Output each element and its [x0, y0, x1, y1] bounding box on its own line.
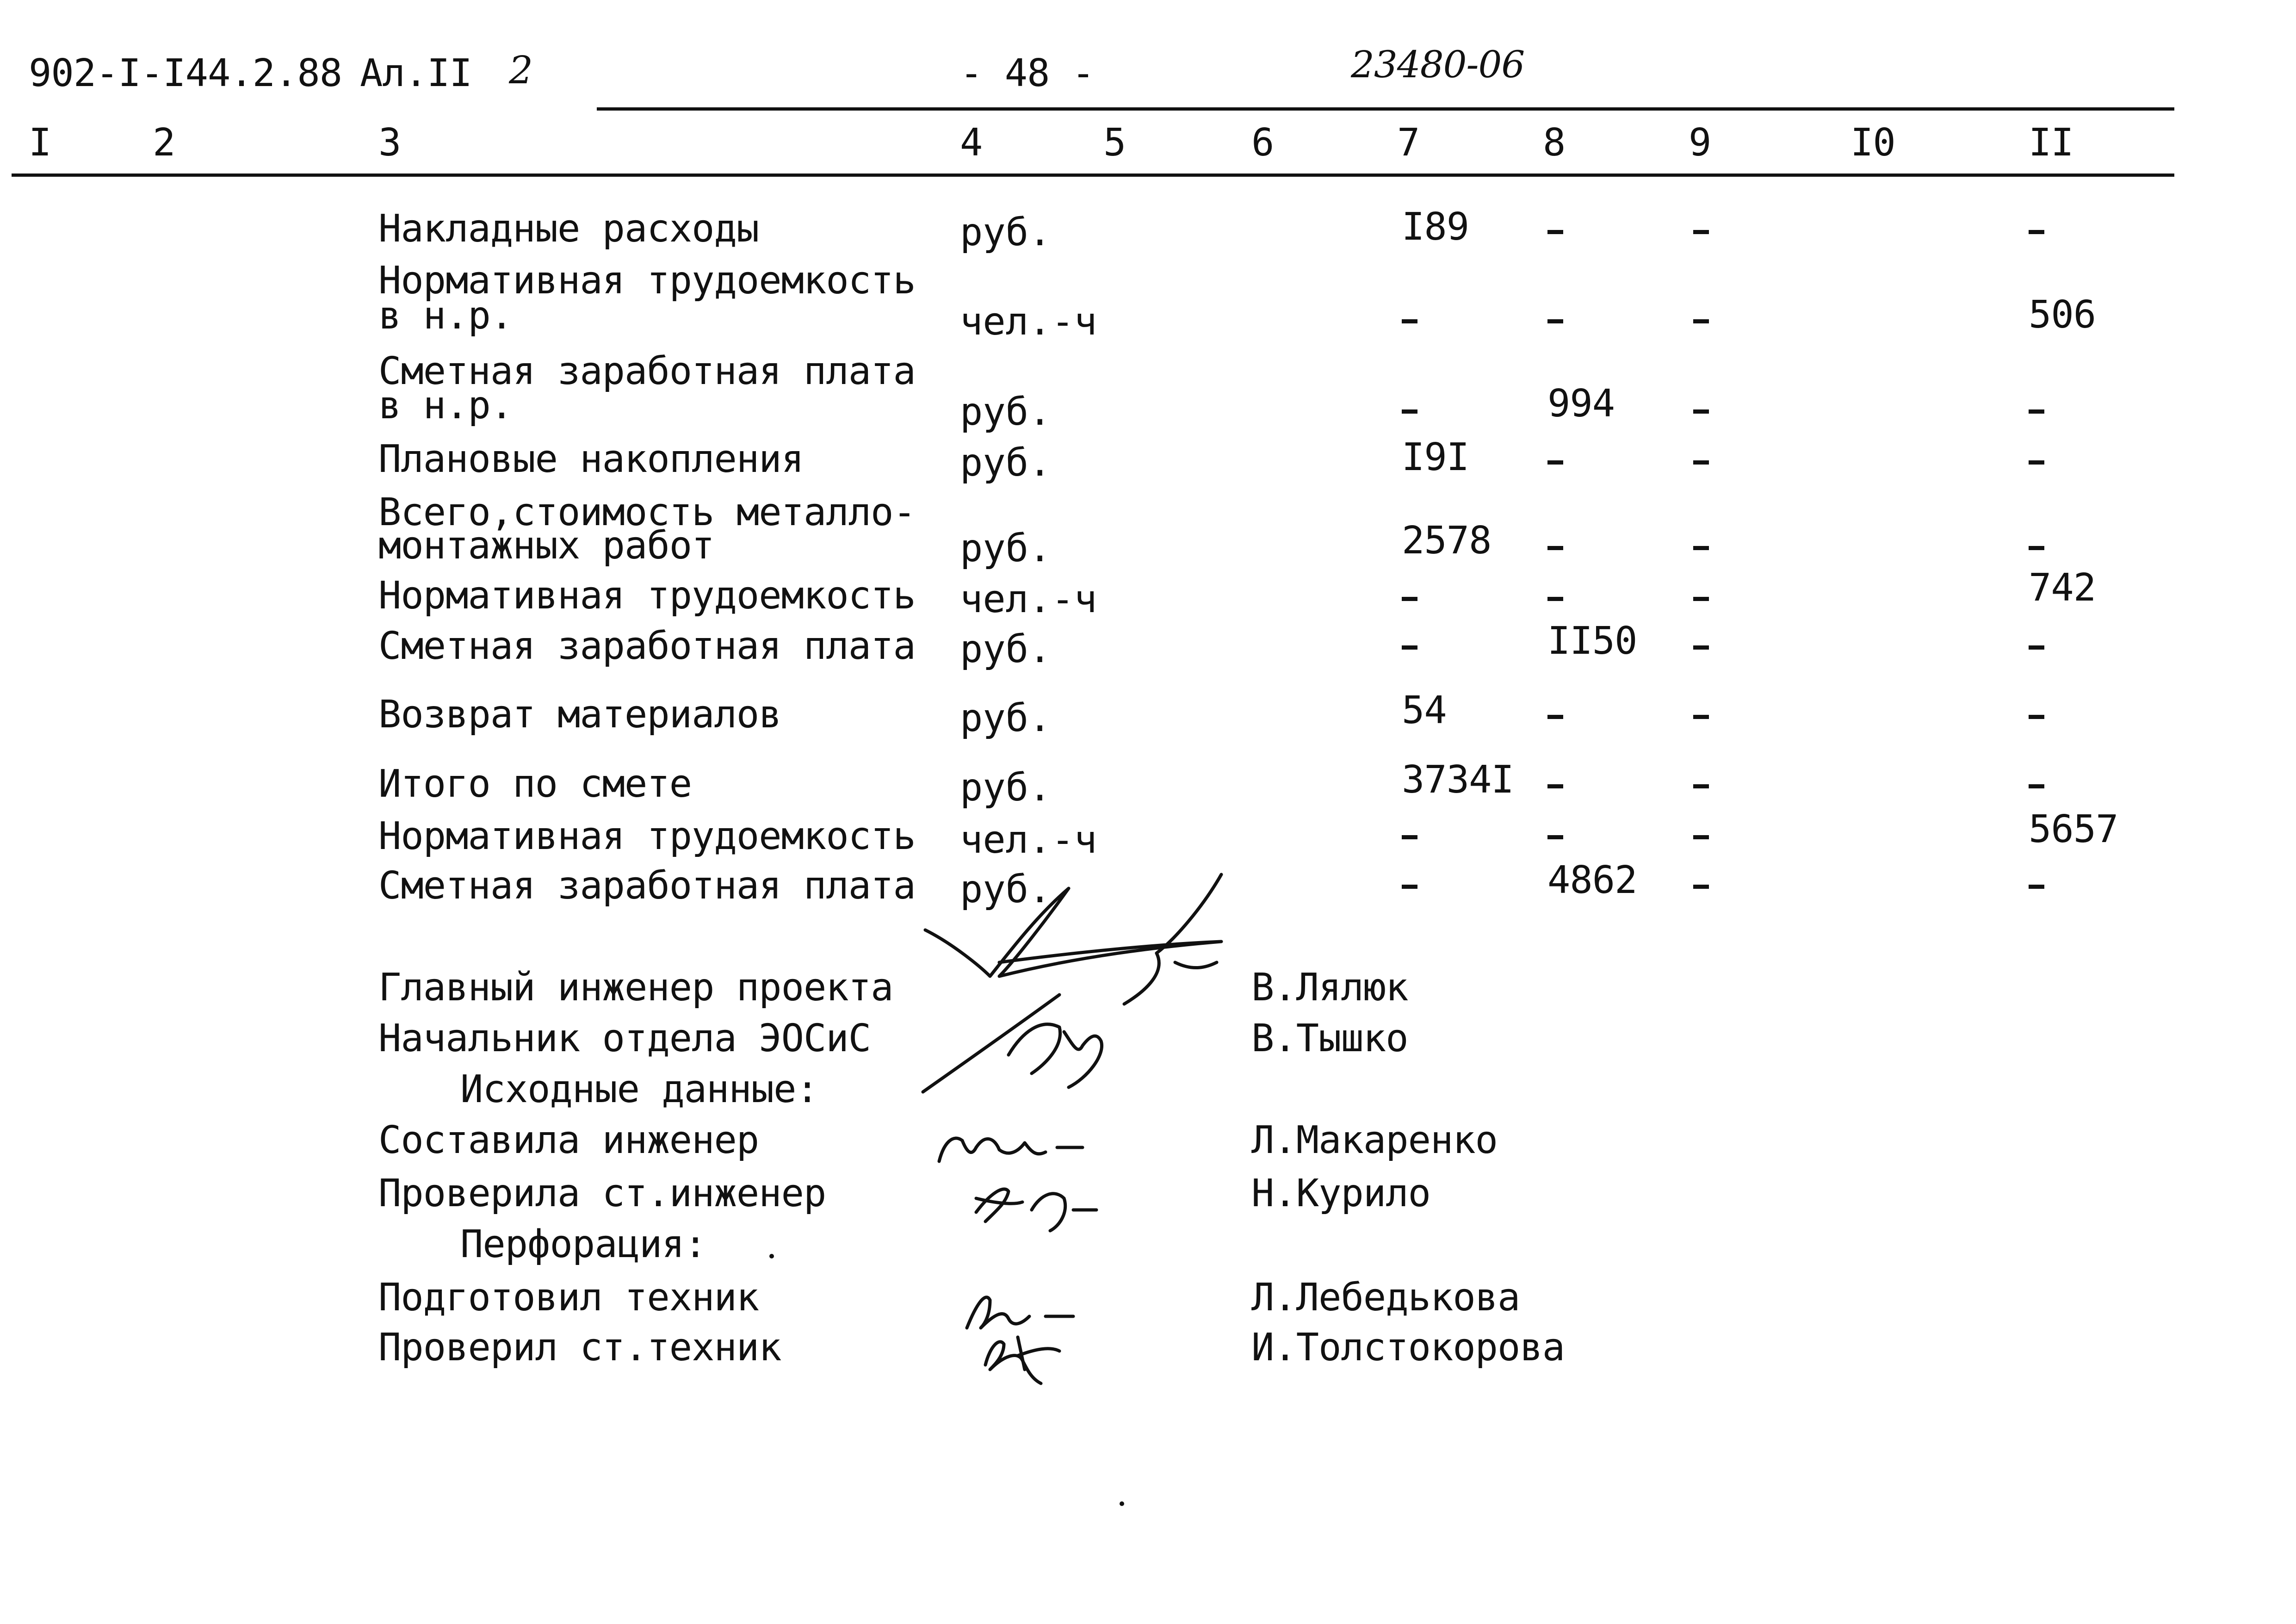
row-unit: руб.: [960, 696, 1052, 740]
row-col11: 506: [2029, 293, 2096, 337]
col-header-5: 5: [1103, 121, 1126, 165]
row-label: Нормативная трудоемкость: [378, 574, 916, 618]
row-label: Нормативная трудоемкость: [378, 814, 916, 858]
col-header-1: I: [29, 121, 51, 165]
checked-name: Н.Курило: [1251, 1172, 1430, 1215]
col-header-8: 8: [1543, 121, 1566, 165]
row-label-line1: Сметная заработная плата: [378, 349, 916, 393]
row-col11: 5657: [2029, 807, 2118, 851]
row-col8: 994: [1547, 382, 1615, 426]
row-unit: чел.-ч: [960, 300, 1097, 344]
row-unit: руб.: [960, 441, 1052, 485]
row-label-line1: Всего,стоимость металло-: [378, 490, 916, 534]
chief-engineer-title: Главный инженер проекта: [378, 966, 893, 1010]
col-header-10: I0: [1850, 121, 1895, 165]
checked-tech-signature: [985, 1337, 1059, 1383]
checked-signature: [976, 1189, 1096, 1231]
row-unit: руб.: [960, 527, 1052, 570]
col-header-3: 3: [378, 121, 401, 165]
row-label-line2: в н.р.: [378, 294, 513, 338]
department-head-title: Начальник отдела ЭОСиС: [378, 1017, 871, 1060]
row-unit: чел.-ч: [960, 818, 1097, 862]
perforation-heading: Перфорация:: [460, 1222, 707, 1266]
page-number: - 48 -: [960, 51, 1095, 95]
row-col8: 4862: [1547, 858, 1637, 902]
row-label-line1: Нормативная трудоемкость: [378, 259, 916, 303]
department-head-signature: [923, 995, 1102, 1092]
doc-code: 902-I-I44.2.88: [29, 51, 342, 95]
checked-tech-title: Проверил ст.техник: [378, 1326, 781, 1370]
col-header-7: 7: [1397, 121, 1420, 165]
checked-title: Проверила ст.инженер: [378, 1172, 826, 1215]
row-unit: руб.: [960, 627, 1052, 671]
row-col7: I9I: [1402, 435, 1469, 479]
department-head-name: В.Тышко: [1251, 1017, 1408, 1060]
row-label: Сметная заработная плата: [378, 864, 916, 908]
row-label: Плановые накопления: [378, 437, 804, 481]
compiled-title: Составила инженер: [378, 1118, 759, 1162]
sheet-number: 2: [509, 49, 533, 93]
row-unit: руб.: [960, 868, 1052, 911]
row-unit: руб.: [960, 211, 1052, 254]
scan-speck: [1120, 1501, 1124, 1506]
col-header-9: 9: [1689, 121, 1711, 165]
row-unit: руб.: [960, 390, 1052, 434]
row-unit: руб.: [960, 766, 1052, 810]
col-header-11: II: [2029, 121, 2073, 165]
chief-engineer-signature: [925, 874, 1221, 1004]
scan-speck: [769, 1254, 774, 1258]
row-col7: 3734I: [1402, 758, 1514, 802]
compiled-name: Л.Макаренко: [1251, 1118, 1498, 1162]
source-data-heading: Исходные данные:: [460, 1067, 818, 1111]
row-col7: 54: [1402, 688, 1447, 732]
col-header-4: 4: [960, 121, 983, 165]
row-label: Сметная заработная плата: [378, 624, 916, 668]
registration-number: 23480-06: [1351, 43, 1525, 86]
row-col7: 2578: [1402, 519, 1491, 563]
row-label-line2: в н.р.: [378, 384, 513, 428]
row-label: Итого по смете: [378, 762, 692, 806]
chief-engineer-name: В.Лялюк: [1251, 966, 1408, 1010]
row-label: Накладные расходы: [378, 207, 759, 251]
prepared-name: Л.Лебедькова: [1251, 1276, 1520, 1320]
row-label-line2: монтажных работ: [378, 524, 714, 568]
row-unit: чел.-ч: [960, 577, 1097, 621]
col-header-6: 6: [1251, 121, 1274, 165]
row-col11: 742: [2029, 566, 2096, 610]
compiled-signature: [939, 1138, 1083, 1161]
col-header-2: 2: [153, 121, 175, 165]
row-col8: II50: [1547, 619, 1637, 663]
sheet-label: Ал.II: [360, 51, 472, 95]
row-label: Возврат материалов: [378, 693, 781, 737]
checked-tech-name: И.Толстокорова: [1251, 1326, 1565, 1370]
prepared-title: Подготовил техник: [378, 1276, 759, 1320]
prepared-signature: [967, 1297, 1073, 1328]
row-col7: I89: [1402, 205, 1469, 249]
